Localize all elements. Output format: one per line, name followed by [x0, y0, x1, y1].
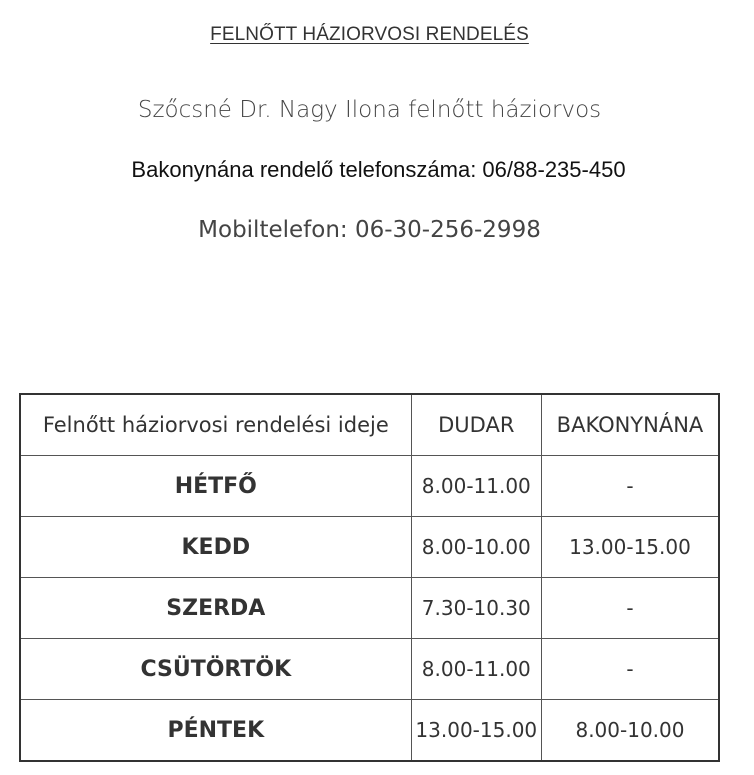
dudar-time-cell: 8.00-10.00 — [411, 517, 541, 578]
bakonynana-time-cell: - — [541, 456, 719, 517]
table-header-row — [20, 394, 719, 456]
table-row — [20, 700, 719, 762]
clinic-phone: Bakonynána rendelő telefonszáma: 06/88-235-450 — [131, 157, 626, 182]
day-cell: SZERDA — [20, 578, 411, 639]
table-row — [20, 456, 719, 517]
dudar-time-cell: 13.00-15.00 — [411, 700, 541, 762]
mobile-phone: Mobiltelefon: 06-30-256-2998 — [198, 217, 541, 243]
dudar-time-cell: 7.30-10.30 — [411, 578, 541, 639]
page-title: FELNŐTT HÁZIORVOSI RENDELÉS — [210, 24, 529, 45]
day-cell: KEDD — [20, 517, 411, 578]
bakonynana-time-cell: 8.00-10.00 — [541, 700, 719, 762]
header-bakonynana: BAKONYNÁNA — [541, 394, 719, 456]
bakonynana-time-cell: 13.00-15.00 — [541, 517, 719, 578]
bakonynana-time-cell: - — [541, 639, 719, 700]
header-schedule: Felnőtt háziorvosi rendelési ideje — [20, 394, 411, 456]
dudar-time-cell: 8.00-11.00 — [411, 456, 541, 517]
dudar-time-cell: 8.00-11.00 — [411, 639, 541, 700]
header-dudar: DUDAR — [411, 394, 541, 456]
day-cell: HÉTFŐ — [20, 456, 411, 517]
day-cell: PÉNTEK — [20, 700, 411, 762]
day-cell: CSÜTÖRTÖK — [20, 639, 411, 700]
table-row — [20, 639, 719, 700]
table-row — [20, 517, 719, 578]
doctor-name: Szőcsné Dr. Nagy Ilona felnőtt háziorvos — [137, 97, 602, 123]
table-row — [20, 578, 719, 639]
schedule-table — [19, 393, 720, 762]
bakonynana-time-cell: - — [541, 578, 719, 639]
